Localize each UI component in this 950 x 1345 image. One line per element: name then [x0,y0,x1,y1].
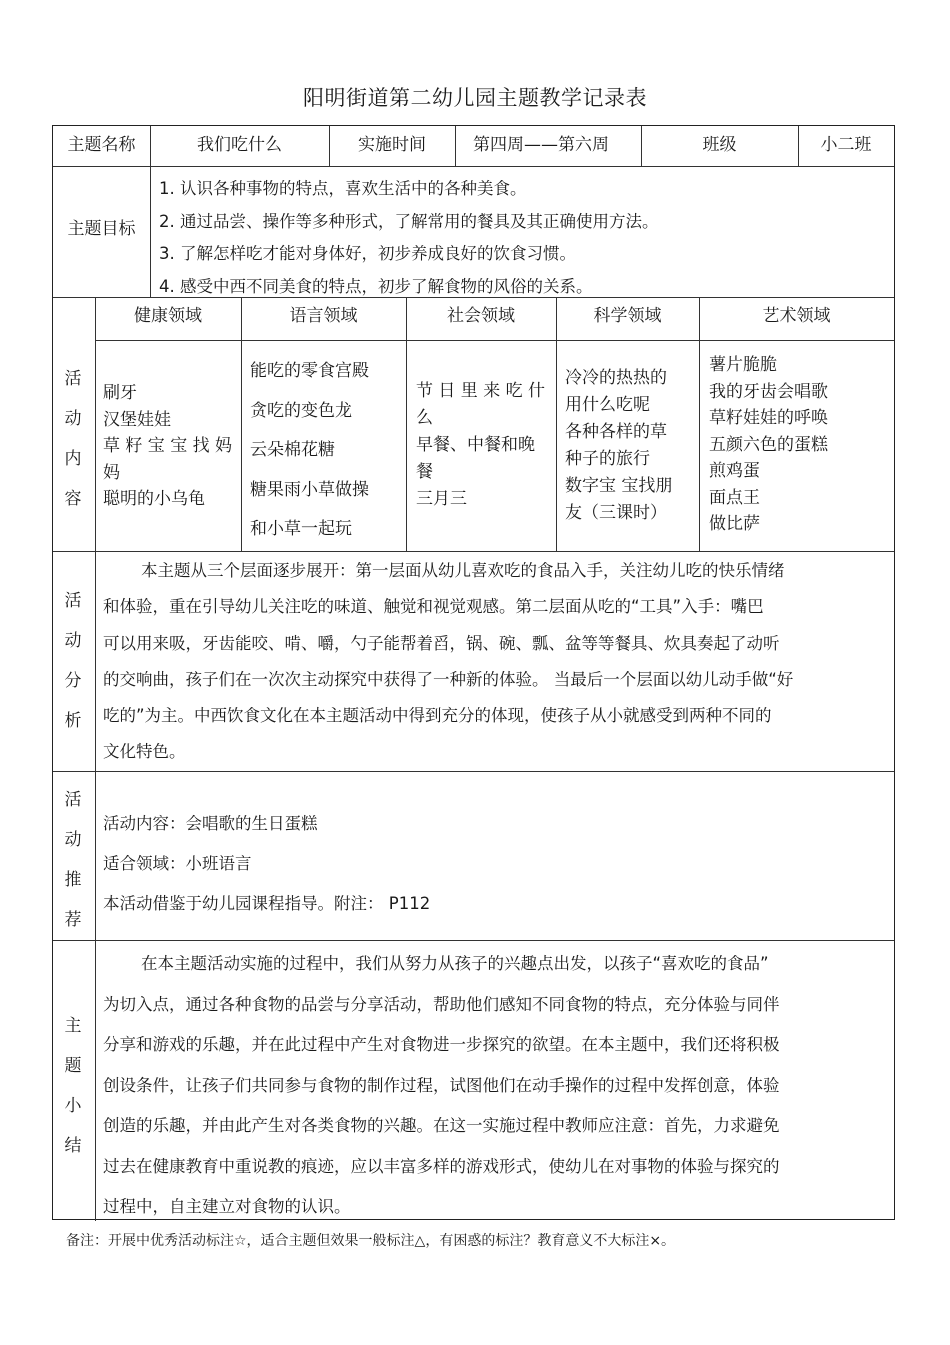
class-value: 小二班 [820,135,872,155]
domain-social-header: 社会领域 [447,306,515,326]
goals-label: 主题目标 [67,219,136,239]
science-activities: 冷冷的热热的 用什么吃呢 各种各样的草 种子的旅行 数字宝 宝找朋 友（三课时） [565,368,673,523]
recommend-text: 活动内容：会唱歌的生日蛋糕 适合领域：小班语言 本活动借鉴于幼儿园课程指导。附注： P112 [103,814,431,913]
recommend-label: 活 动 推 荐 [64,790,82,930]
goals-list [159,173,889,303]
record-table [52,125,895,1220]
time-label: 实施时间 [358,135,426,155]
domain-science-header: 科学领域 [593,306,662,326]
analysis-label: 活 动 分 析 [64,591,82,731]
time-value: 第四周——第六周 [473,135,609,155]
theme-name-value: 我们吃什么 [197,135,282,155]
activities-label: 活 动 内 容 [64,369,82,509]
analysis-text: 本主题从三个层面逐步展开：第一层面从幼儿喜欢吃的食品入手，关注幼儿吃的快乐情绪 和体验，重在引导幼儿关注吃的味道、触觉和视觉观感。第二层面从吃的“工具”入手：嘴巴 可以用来吸，牙齿能咬、啃、嚼，勺子能帮着舀，锅、碗、瓢、盆等等餐具、炊具奏起了动听 的交响曲，孩子们在一次次主动探究中获得了一种新的体验。 当最后一个层面以幼儿动手做“好 吃的”为主。中西饮食文化在本主题活动中得到充分的体现，使孩子从小就感受到两种不同的 文化特色。 [103,561,794,762]
health-activities: 刷牙 汉堡娃娃 草 籽 宝 宝 找 妈 妈 聪明的小乌龟 [103,383,233,509]
summary-text: 在本主题活动实施的过程中，我们从努力从孩子的兴趣点出发，以孩子“喜欢吃的食品” 为切入点，通过各种食物的品尝与分享活动，帮助他们感知不同食物的特点，充分体验与同伴 分享和游戏的乐趣，并在此过程中产生对食物进一步探究的欲望。在本主题中，我们还将积极 创设条件，让孩子们共同参与食物的制作过程，试图他们在动手操作的过程中发挥创意，体验 创造的乐趣，并由此产生对各类食物的兴趣。在这一实施过程中教师应注意：首先，力求避免 过去在健康教育中重说教的痕迹，应以丰富多样的游戏形式，使幼儿在对事物的体验与探究的 过程中，自主建立对食物的认识。 [103,954,780,1216]
domain-language-header: 语言领域 [289,306,358,326]
goal-item: 1. 认识各种事物的特点，喜欢生活中的各种美食。 [159,179,527,198]
summary-label: 主 题 小 结 [64,1016,82,1156]
goal-item: 2. 通过品尝、操作等多种形式，了解常用的餐具及其正确使用方法。 [159,211,659,231]
domain-health-header: 健康领域 [134,306,202,326]
goal-item: 3. 了解怎样吃才能对身体好，初步养成良好的饮食习惯。 [159,244,576,263]
domain-art-header: 艺术领域 [762,306,831,326]
class-label: 班级 [702,135,737,155]
language-activities: 能吃的零食宫殿 贪吃的变色龙 云朵棉花糖 糖果雨小草做操 和小草一起玩 [250,361,369,539]
footnote: 备注：开展中优秀活动标注☆，适合主题但效果一般标注△，有困惑的标注？教育意义不大标注×。 [66,1233,676,1249]
social-activities: 节 日 里 来 吃 什 么 早餐、中餐和晚 餐 三月三 [416,381,546,509]
art-activities: 薯片脆脆 我的牙齿会唱歌 草籽娃娃的呼唤 五颜六色的蛋糕 煎鸡蛋 面点王 做比萨 [709,355,828,534]
theme-name-label: 主题名称 [67,135,136,155]
page-title: 阳明街道第二幼儿园主题教学记录表 [303,86,647,110]
goal-item: 4. 感受中西不同美食的特点，初步了解食物的风俗的关系。 [159,276,593,296]
